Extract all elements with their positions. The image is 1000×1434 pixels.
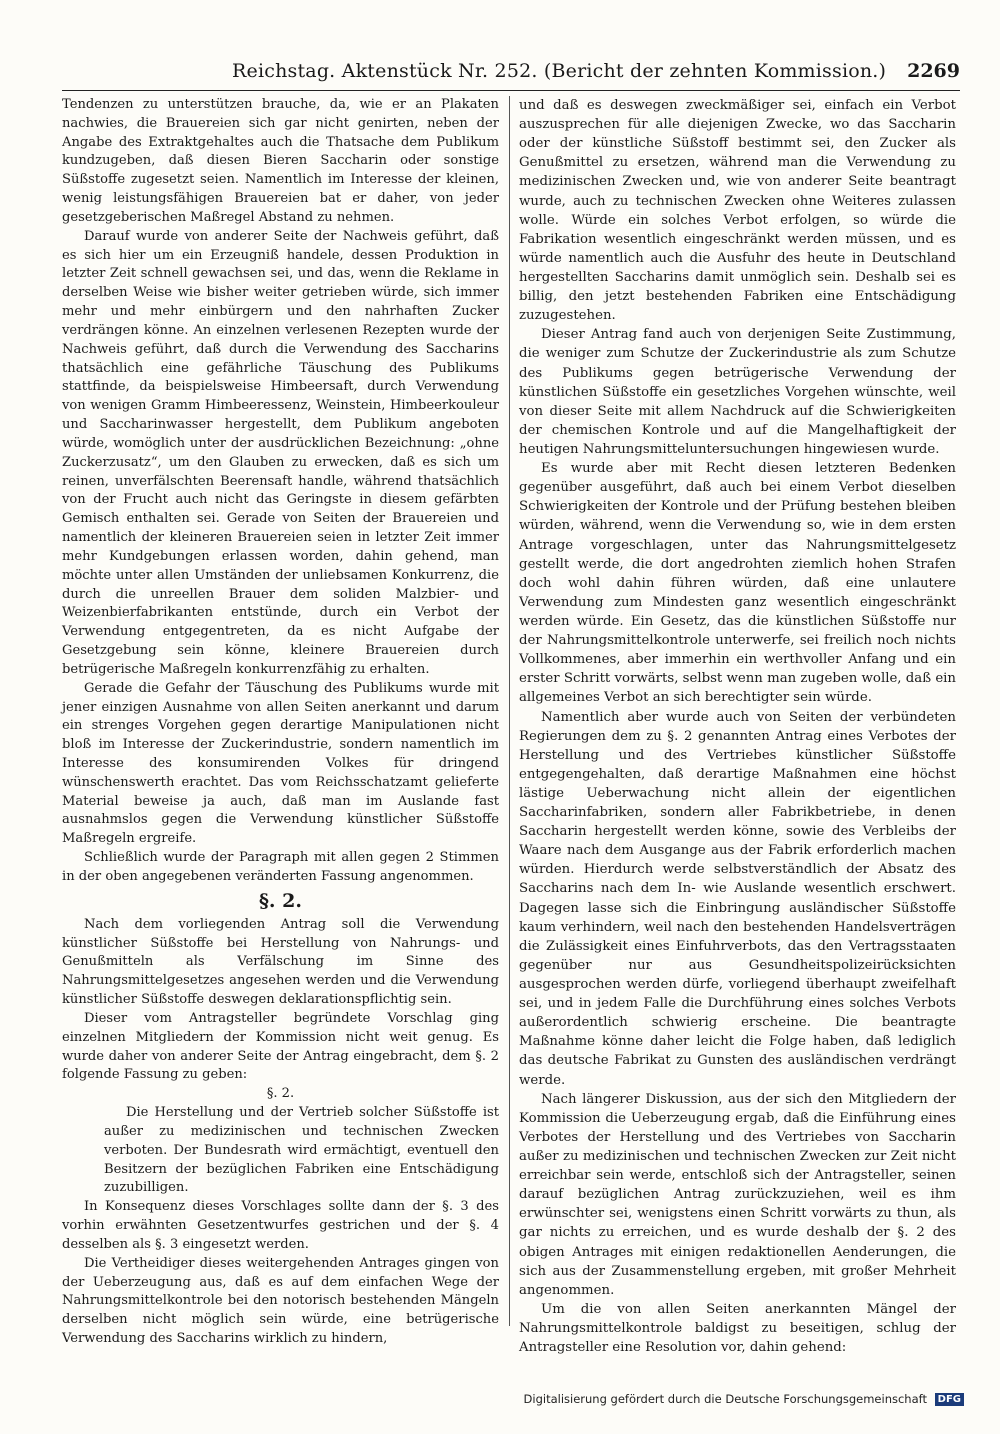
right-paragraph-3: Es wurde aber mit Recht diesen letzteren Bedenken gegenüber ausgeführt, daß auch bei einem Verbot dieselben Schwierigkeiten der Kontrole und der Prüfung bestehen bleiben würden, während, wenn die Verwendung so, wie in dem ersten Antrage vorgeschlagen, unter das Nahrungsmittelgesetz gestellt werde, die dort angedrohten ziemlich hohen Strafen doch wohl dahin führen würden, daß eine unlautere Verwendung zum Mindesten ganz wesentlich eingeschränkt werden würde. Ein Gesetz, das die künstlichen Süßstoffe nur der Nahrungsmittelkontrole unterwerfe, sei freilich noch nichts Vollkommenes, aber immerhin ein werthvoller Anfang und ein erster Schritt vorwärts, selbst wenn man zugeben wolle, daß ein allgemeines Verbot an sich berechtigter sein würde. [519, 461, 956, 706]
running-title: Reichstag. Aktenstück Nr. 252. (Bericht der zehnten Kommission.) [232, 60, 887, 82]
dfg-logo: DFG [935, 1393, 964, 1406]
right-paragraph-6: Um die von allen Seiten anerkannten Mängel der Nahrungsmittelkontrole baldigst zu beseitigen, schlug der Antragsteller eine Resolution vor, dahin gehend: [519, 1301, 956, 1356]
digitization-credit [524, 1392, 964, 1406]
right-paragraph-2: Dieser Antrag fand auch von derjenigen Seite Zustimmung, die weniger zum Schutze der Zuckerindustrie als zum Schutze des Publikums gegen betrügerische Verwendung der künstlichen Süßstoffe ein gesetzliches Vorgehen wünschte, weil von dieser Seite mit allem Nachdruck auf die Schwierigkeiten der chemischen Kontrole und auf die Mangelhaftigkeit der heutigen Nahrungsmitteluntersuchungen hingewiesen wurde. [519, 327, 956, 457]
left-column [62, 96, 499, 1349]
left-paragraph-3: Gerade die Gefahr der Täuschung des Publikums wurde mit jener einzigen Ausnahme von allen Seiten anerkannt und darum ein strenges Vorgehen gegen derartige Manipulationen nicht bloß im Interesse der Zuckerindustrie, sondern namentlich im Interesse des konsumirenden Volkes für dringend wünschenswerth erachtet. Das vom Reichsschatzamt gelieferte Material beweise ja auch, daß man im Auslande fast ausnahmslos gegen die Verwendung künstlicher Süßstoffe Maßregeln ergreife. [62, 680, 499, 847]
section-heading: §. 2. [258, 889, 302, 912]
proposed-paragraph-number: §. 2. [266, 1086, 295, 1102]
left-paragraph-6: Dieser vom Antragsteller begründete Vorschlag ging einzelnen Mitgliedern der Kommission nicht weit genug. Es wurde daher von anderer Seite der Antrag eingebracht, dem §. 2 folgende Fassung zu geben: [62, 1010, 499, 1083]
left-paragraph-2: Darauf wurde von anderer Seite der Nachweis geführt, daß es sich hier um ein Erzeugniß handele, dessen Produktion in letzter Zeit schnell gewachsen sei, und das, wenn die Reklame in derselben Weise wie bisher weiter getrieben würde, sich immer mehr und mehr einbürgern und den nahrhaften Zucker verdrängen könne. An einzelnen verlesenen Rezepten wurde der Nachweis geführt, daß durch die Verwendung des Saccharins thatsächlich eine gefährliche Täuschung des Publikums stattfinde, da beispielsweise Himbeersaft, durch Verwendung von wenigen Gramm Himbeeressenz, Weinstein, Himbeerkouleur und Saccharinwasser hergestellt, dem Publikum angeboten würde, womöglich unter der ausdrücklichen Bezeichnung: „ohne Zuckerzusatz“, um den Glauben zu erwecken, daß es sich um reinen, unverfälschten Beerensaft handle, während thatsächlich von der Frucht auch nicht das Geringste in diesem gefärbten Gemisch enthalten sei. Gerade von Seiten der Brauereien und namentlich der kleineren Brauereien seien in letzter Zeit immer mehr Kundgebungen erlassen worden, dahin gehend, man möchte unter allen Umständen der unliebsamen Konkurrenz, die durch die unreellen Brauer dem soliden Malzbier- und Weizenbierfabrikanten entstünde, durch ein Verbot der Verwendung entgegentreten, da es nicht Aufgabe der Gesetzgebung sein könne, kleinere Brauereien durch betrügerische Maßregeln konkurrenzfähig zu erhalten. [62, 228, 499, 677]
header-rule [62, 90, 960, 91]
column-separator [509, 96, 510, 1326]
credit-text: Digitalisierung gefördert durch die Deutsche Forschungsgemeinschaft [523, 1392, 927, 1406]
right-column [519, 96, 956, 1357]
proposed-paragraph-text: Die Herstellung und der Vertrieb solcher Süßstoffe ist außer zu medizinischen und technischen Zwecken verboten. Der Bundesrath wird ermächtigt, eventuell den Besitzern der bezüglichen Fabriken eine Entschädigung zuzubilligen. [104, 1105, 499, 1196]
left-paragraph-4: Schließlich wurde der Paragraph mit allen gegen 2 Stimmen in der oben angegebenen veränderten Fassung angenommen. [62, 850, 499, 884]
right-paragraph-4: Namentlich aber wurde auch von Seiten der verbündeten Regierungen dem zu §. 2 genannten Antrag eines Verbotes der Herstellung und des Vertriebes künstlicher Süßstoffe entgegengehalten, daß derartige Maßnahmen eine höchst lästige Ueberwachung nicht allein der eigentlichen Saccharinfabriken, sondern aller Fabrikbetriebe, in denen Saccharin hergestellt werden könne, sowie des Verbleibs der Waare nach dem Ausgange aus der Fabrik erforderlich machen würden. Hierdurch werde selbstverständlich der Absatz des Saccharins nach dem In- wie Auslande wesentlich erschwert. Dagegen lasse sich die Einbringung ausländischer Süßstoffe kaum verhindern, weil nach den bestehenden Handelsverträgen die Zulässigkeit eines Einfuhrverbots, das den Vertragsstaaten gegenüber nur aus Gesundheitspolizeirücksichten ausgesprochen werden dürfe, vorliegend überhaupt zweifelhaft sei, und in jedem Falle die Durchführung eines solches Verbots außerordentlich schwierig erscheine. Die beantragte Maßnahme könne daher leicht die Folge haben, daß lediglich das deutsche Fabrikat zu Gunsten des ausländischen verdrängt werde. [519, 709, 956, 1088]
running-header [62, 56, 960, 86]
page-number: 2269 [907, 60, 960, 82]
left-paragraph-7: In Konsequenz dieses Vorschlages sollte dann der §. 3 des vorhin erwähnten Gesetzentwurfes gestrichen und der §. 4 desselben als §. 3 eingesetzt werden. [62, 1199, 499, 1252]
left-paragraph-5: Nach dem vorliegenden Antrag soll die Verwendung künstlicher Süßstoffe bei Herstellung von Nahrungs- und Genußmitteln als Verfälschung im Sinne des Nahrungsmittelgesetzes angesehen werden und die Verwendung künstlicher Süßstoffe deswegen deklarationspflichtig sein. [62, 916, 499, 1008]
right-paragraph-1: und daß es deswegen zweckmäßiger sei, einfach ein Verbot auszusprechen für alle diejenigen Zwecke, wo das Saccharin oder der künstliche Süßstoff bestimmt sei, den Zucker als Genußmittel zu ersetzen, während man die Verwendung zu medizinischen Zwecken und, wie von anderer Seite beantragt wurde, auch zu technischen Zwecken ohne Weiteres zulassen wolle. Würde ein solches Verbot erfolgen, so würde die Fabrikation wesentlich eingeschränkt werden müssen, und es würde namentlich auch die Ausfuhr des heute in Deutschland hergestellten Saccharins damit unmöglich sein. Deshalb sei es billig, den jetzt bestehenden Fabriken eine Entschädigung zuzugestehen. [519, 98, 956, 324]
left-paragraph-8: Die Vertheidiger dieses weitergehenden Antrages gingen von der Ueberzeugung aus, daß es auf dem einfachen Wege der Nahrungsmittelkontrole bei den notorisch bestehenden Mängeln derselben nicht möglich sein würde, eine betrügerische Verwendung des Saccharins wirklich zu hindern, [62, 1255, 499, 1346]
left-paragraph-1: Tendenzen zu unterstützen brauche, da, wie er an Plakaten nachwies, die Brauereien sich gar nicht genirten, neben der Angabe des Extraktgehaltes auch die Thatsache dem Publikum kundzugeben, daß diesen Bieren Saccharin oder sonstige Süßstoffe zugesetzt seien. Namentlich im Interesse der kleinen, wenig leistungsfähigen Brauereien bat er daher, von jeder gesetzgeberischen Maßregel Abstand zu nehmen. [62, 97, 499, 225]
right-paragraph-5: Nach längerer Diskussion, aus der sich den Mitgliedern der Kommission die Ueberzeugung ergab, daß die Einführung eines Verbotes der Herstellung und des Vertriebes von Saccharin außer zu medizinischen und technischen Zwecken zur Zeit nicht erreichbar sein werde, entschloß sich der Antragsteller, seinen darauf bezüglichen Antrag zurückzuziehen, weil es ihm erwünschter sei, wenigstens einen Schritt vorwärts zu thun, als gar nichts zu erreichen, und es wurde deshalb der §. 2 des obigen Antrages mit einigen redaktionellen Aenderungen, die sich aus der Zusammenstellung ergeben, mit großer Mehrheit angenommen. [519, 1091, 956, 1298]
